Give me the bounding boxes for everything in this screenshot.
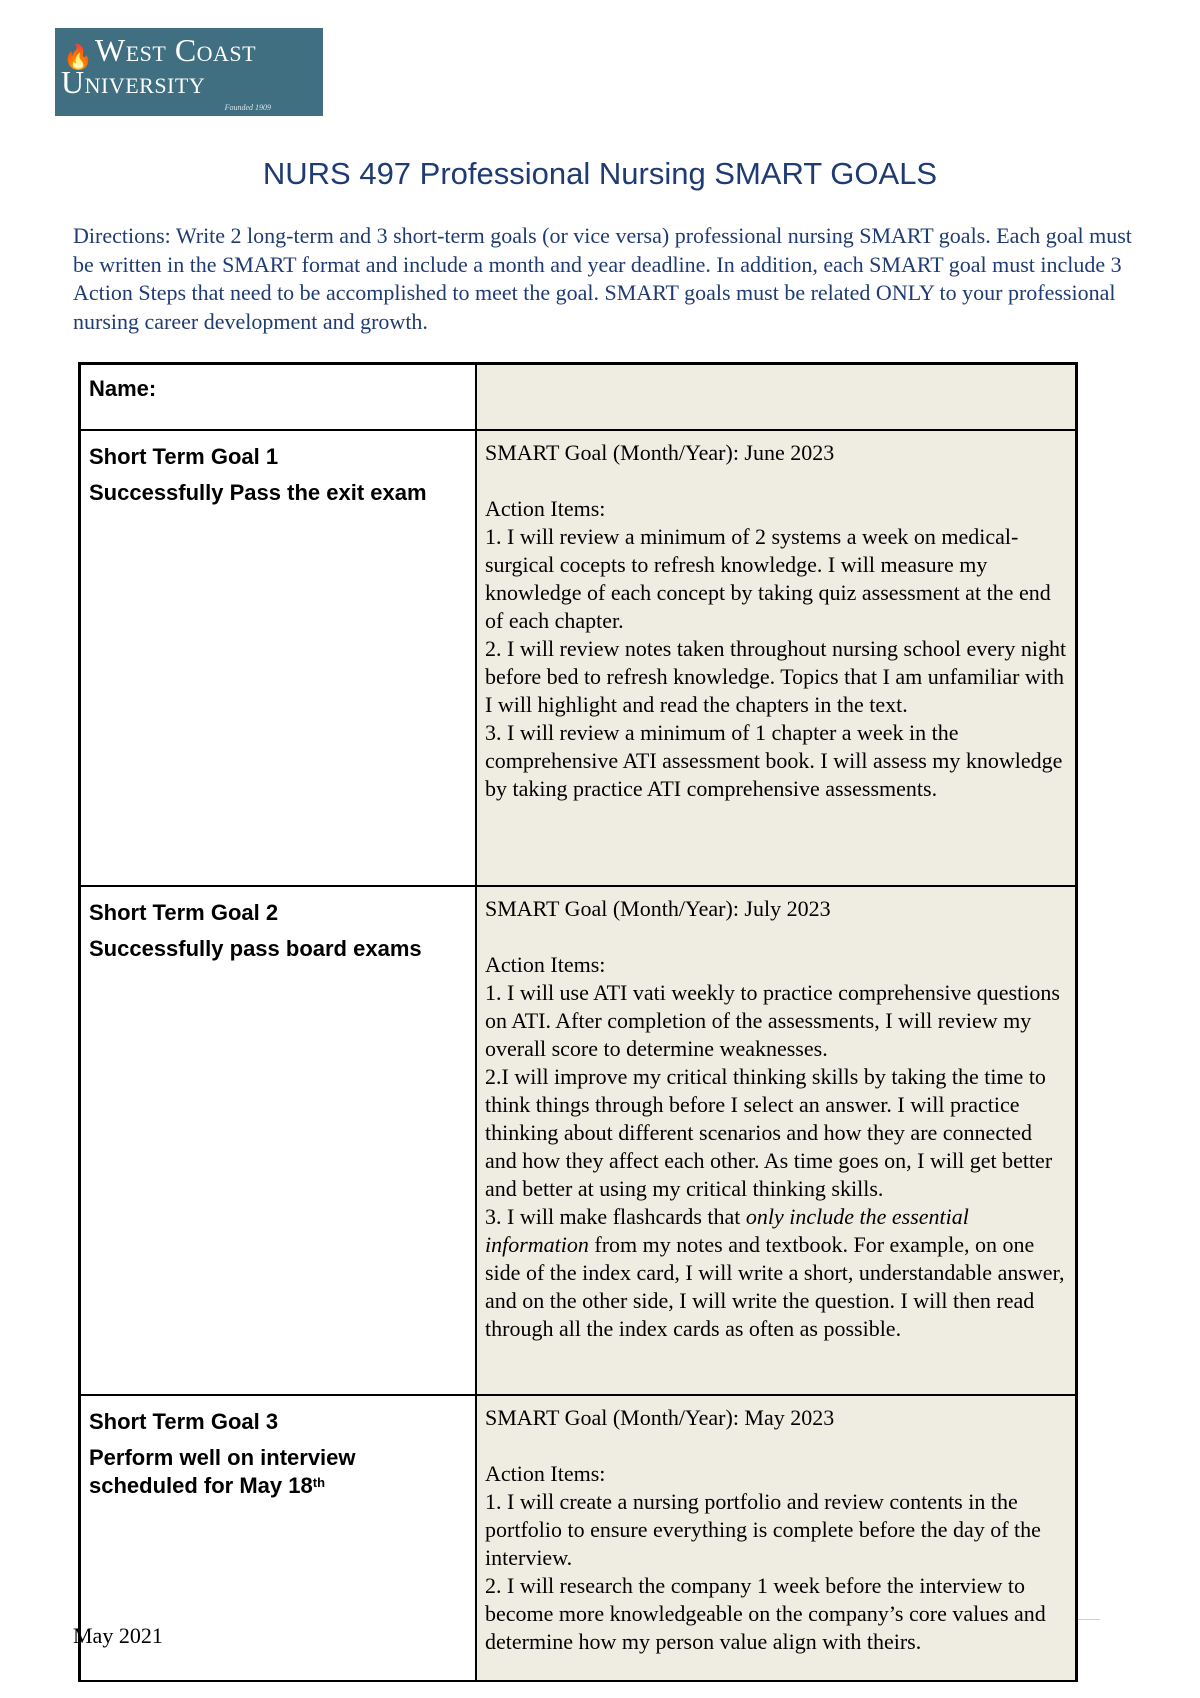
goal-2-item-3-italic: only include the essential information — [485, 1204, 969, 1257]
goal-3-smart-line: SMART Goal (Month/Year): May 2023 — [485, 1405, 835, 1430]
goal-1-label-cell — [80, 430, 477, 886]
goal-1-action-item-3: 3. I will review a minimum of 1 chapter a week in the comprehensive ATI assessment book. I will assess my knowledge by taking practice ATI comprehensive assessments. — [485, 720, 1063, 801]
directions-text: Directions: Write 2 long-term and 3 short-term goals (or vice versa) professional nursing SMART goals. Each goal must be written in the SMART format and include a month and year deadline. In addition, each SMART goal must include 3 Action Steps that need to be accomplished to meet the goal. SMART goals must be related ONLY to your professional nursing career development and growth. — [73, 223, 1132, 334]
goal-2-action-item-3 — [485, 1203, 1067, 1343]
goal-2-action-head: Action Items: — [485, 952, 606, 977]
goal-2-smart-line: SMART Goal (Month/Year): July 2023 — [485, 896, 831, 921]
table-row-name — [80, 364, 1077, 431]
goal-1-content-cell — [476, 430, 1077, 886]
name-value[interactable] — [476, 364, 1077, 431]
torch-icon: 🔥 — [63, 43, 93, 71]
goal-3-action-head: Action Items: — [485, 1461, 606, 1486]
table-row-goal-2 — [80, 886, 1077, 1395]
footer-date: May 2021 — [73, 1623, 163, 1648]
logo-line-1: West Coast — [95, 32, 257, 68]
goal-3-description-suffix: th — [312, 1475, 326, 1490]
footer-divider — [1078, 1619, 1100, 1620]
goal-2-action-item-2: 2.I will improve my critical thinking skills by taking the time to think things through before I select an answer. I will practice thinking about different scenarios and how they are connected and how they affect each other. As time goes on, I will get better and better at using my critical thinking skills. — [485, 1064, 1053, 1201]
goal-3-description-text: Perform well on interview scheduled for May 18 — [89, 1445, 356, 1498]
goal-2-item-3-suffix: from my notes and textbook. For example, on one side of the index card, I will write a short, understandable answer, and on the other side, I will write the question. I will then read through all the index cards as often as possible. — [485, 1232, 1065, 1341]
page-title: NURS 497 Professional Nursing SMART GOALS — [262, 156, 938, 191]
smart-goals-table — [78, 362, 1078, 1682]
goal-2-title: Short Term Goal 2 — [89, 900, 279, 925]
goal-2-description: Successfully pass board exams — [89, 936, 422, 961]
goal-3-action-item-1: 1. I will create a nursing portfolio and review contents in the portfolio to ensure everything is complete before the day of the interview. — [485, 1489, 1041, 1570]
goal-1-action-item-2: 2. I will review notes taken throughout nursing school every night before bed to refresh knowledge. Topics that I am unfamiliar with I will highlight and read the chapters in the text. — [485, 636, 1067, 717]
goal-1-action-head: Action Items: — [485, 496, 606, 521]
goal-1-action-item-1: 1. I will review a minimum of 2 systems a week on medical-surgical cocepts to refresh knowledge. I will measure my knowledge of each concept by taking quiz assessment at the end of each chapter. — [485, 524, 1051, 633]
university-logo — [55, 28, 323, 116]
goal-2-item-3-prefix: 3. I will make flashcards that — [485, 1204, 746, 1229]
goal-3-action-item-2: 2. I will research the company 1 week before the interview to become more knowledgeable on the company’s core values and determine how my person value align with theirs. — [485, 1573, 1046, 1654]
goal-3-description — [89, 1444, 467, 1500]
goal-2-label-cell — [80, 886, 477, 1395]
goal-3-content-cell — [476, 1395, 1077, 1681]
goal-1-smart-line: SMART Goal (Month/Year): June 2023 — [485, 440, 835, 465]
logo-founded: Founded 1909 — [224, 103, 271, 112]
goal-2-content-cell — [476, 886, 1077, 1395]
goal-1-description: Successfully Pass the exit exam — [89, 480, 427, 505]
goal-1-title: Short Term Goal 1 — [89, 444, 279, 469]
goal-3-title: Short Term Goal 3 — [89, 1409, 279, 1434]
table-row-goal-3 — [80, 1395, 1077, 1681]
table-row-goal-1 — [80, 430, 1077, 886]
name-label: Name: — [80, 364, 477, 431]
goal-2-action-item-1: 1. I will use ATI vati weekly to practice comprehensive questions on ATI. After completion of the assessments, I will review my overall score to determine weaknesses. — [485, 980, 1060, 1061]
logo-line-2: University — [61, 64, 206, 100]
